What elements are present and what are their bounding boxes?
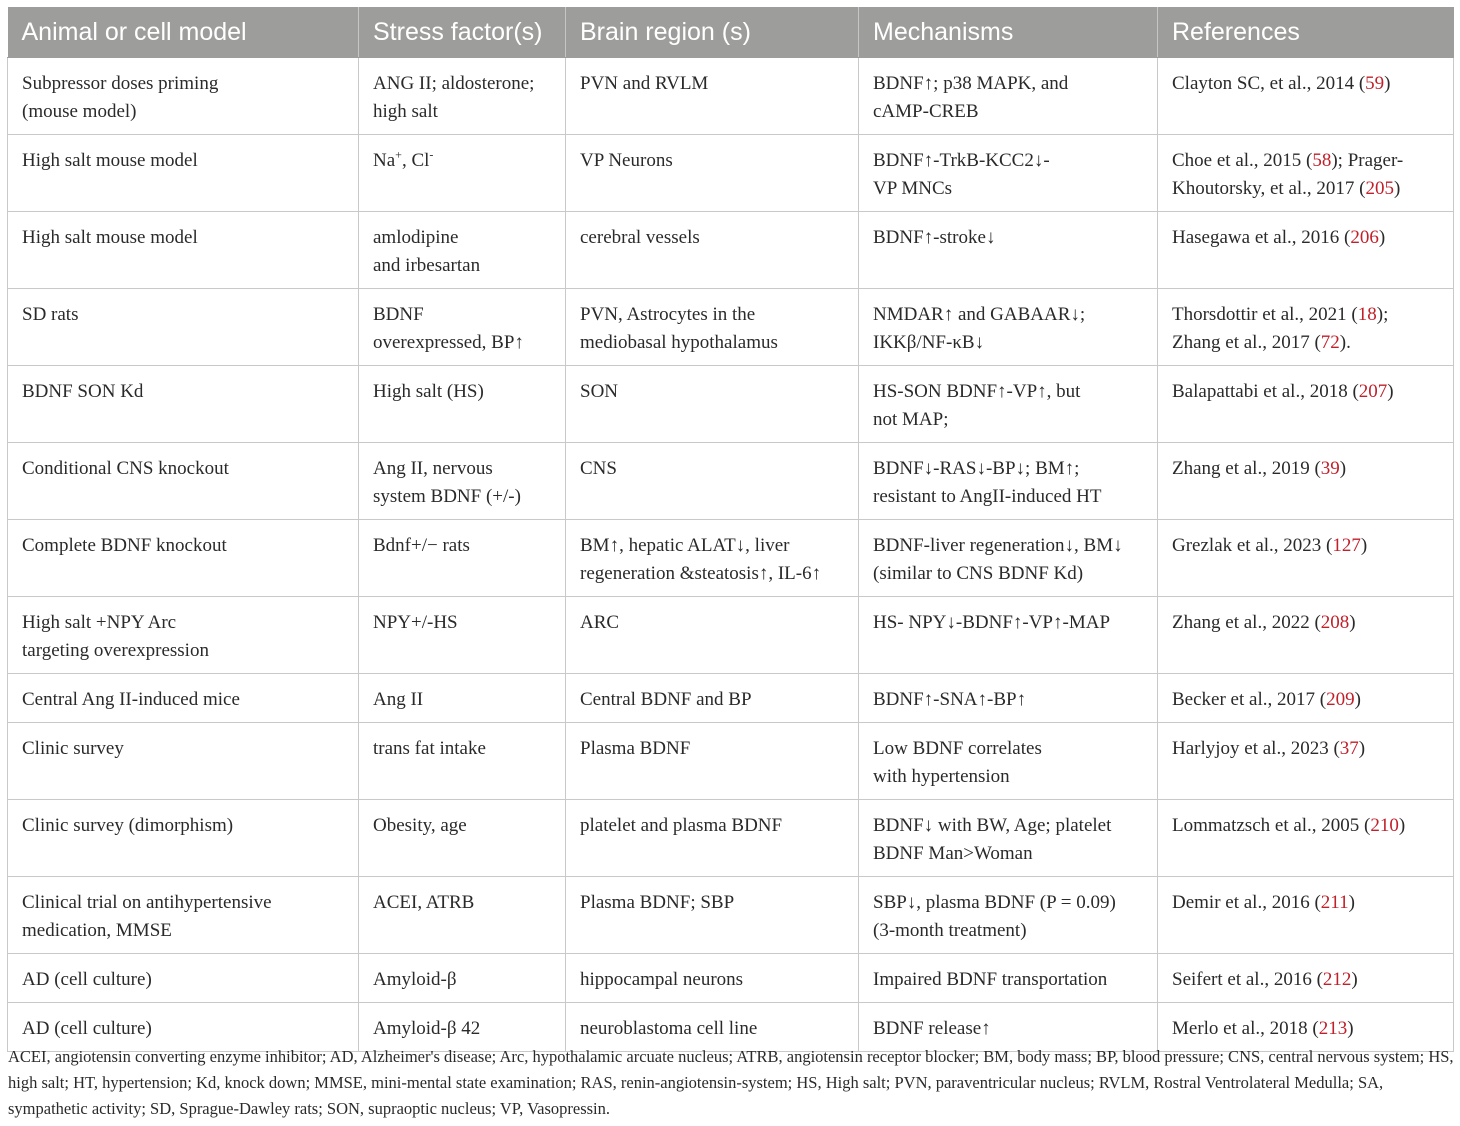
citation-link[interactable]: 212: [1322, 969, 1352, 990]
cell-model: High salt mouse model: [8, 212, 359, 289]
cell-region: SON: [566, 366, 859, 443]
cell-model: Clinical trial on antihypertensive medication, MMSE: [8, 877, 359, 954]
cell-model: High salt +NPY Arc targeting overexpression: [8, 597, 359, 674]
cell-region: hippocampal neurons: [566, 954, 859, 1003]
cell-model: AD (cell culture): [8, 1003, 359, 1052]
cell-stress: Obesity, age: [359, 800, 566, 877]
cell-stress: BDNF overexpressed, BP↑: [359, 289, 566, 366]
table-row: [8, 58, 1454, 135]
cell-region: CNS: [566, 443, 859, 520]
cell-reference: Hasegawa et al., 2016 (206): [1158, 212, 1454, 289]
header-row: [8, 7, 1454, 58]
cell-mechanisms: BDNF↑-TrkB-KCC2↓- VP MNCs: [859, 135, 1158, 212]
table-row: [8, 597, 1454, 674]
cell-mechanisms: NMDAR↑ and GABAAR↓; IKKβ/NF-κB↓: [859, 289, 1158, 366]
cell-reference: Zhang et al., 2022 (208): [1158, 597, 1454, 674]
data-table: [7, 7, 1454, 1052]
table-row: [8, 674, 1454, 723]
citation-link[interactable]: 209: [1326, 689, 1355, 710]
cell-region: Plasma BDNF; SBP: [566, 877, 859, 954]
cell-stress: Amyloid-β 42: [359, 1003, 566, 1052]
cell-reference: Balapattabi et al., 2018 (207): [1158, 366, 1454, 443]
table-row: [8, 954, 1454, 1003]
cell-stress: Na+, Cl-: [359, 135, 566, 212]
cell-region: Plasma BDNF: [566, 723, 859, 800]
cell-stress: ACEI, ATRB: [359, 877, 566, 954]
cell-reference: Merlo et al., 2018 (213): [1158, 1003, 1454, 1052]
cell-mechanisms: BDNF↑-stroke↓: [859, 212, 1158, 289]
cell-reference: Thorsdottir et al., 2021 (18); Zhang et al., 2017 (72).: [1158, 289, 1454, 366]
cell-reference: Grezlak et al., 2023 (127): [1158, 520, 1454, 597]
cell-mechanisms: BDNF↓ with BW, Age; platelet BDNF Man>Woman: [859, 800, 1158, 877]
cell-model: High salt mouse model: [8, 135, 359, 212]
cell-mechanisms: Impaired BDNF transportation: [859, 954, 1158, 1003]
cell-stress: ANG II; aldosterone; high salt: [359, 58, 566, 135]
cell-region: ARC: [566, 597, 859, 674]
citation-link[interactable]: 127: [1332, 535, 1361, 556]
header-model: Animal or cell model: [8, 7, 359, 58]
cell-stress: trans fat intake: [359, 723, 566, 800]
cell-reference: Harlyjoy et al., 2023 (37): [1158, 723, 1454, 800]
cell-reference: Clayton SC, et al., 2014 (59): [1158, 58, 1454, 135]
table-footnote: ACEI, angiotensin converting enzyme inhibitor; AD, Alzheimer's disease; Arc, hypothalamic arcuate nucleus; ATRB, angiotensin receptor blocker; BM, body mass; BP, blood pressure; CNS, central nervous system; HS, high salt; HT, hypertension; Kd, knock down; MMSE, mini-mental state examination; RAS, renin-angiotensin-system; HS, High salt; PVN, paraventricular nucleus; RVLM, Rostral Ventrolateral Medulla; SA, sympathetic activity; SD, Sprague-Dawley rats; SON, supraoptic nucleus; VP, Vasopressin.: [8, 1047, 1454, 1118]
citation-link[interactable]: 206: [1350, 227, 1379, 248]
cell-region: Central BDNF and BP: [566, 674, 859, 723]
table-row: [8, 443, 1454, 520]
cell-mechanisms: HS- NPY↓-BDNF↑-VP↑-MAP: [859, 597, 1158, 674]
cell-stress: Ang II, nervous system BDNF (+/-): [359, 443, 566, 520]
table-row: [8, 723, 1454, 800]
cell-stress: High salt (HS): [359, 366, 566, 443]
citation-link[interactable]: 211: [1320, 892, 1349, 913]
cell-mechanisms: BDNF↓-RAS↓-BP↓; BM↑; resistant to AngII-induced HT: [859, 443, 1158, 520]
cell-region: PVN and RVLM: [566, 58, 859, 135]
cell-stress: Bdnf+/− rats: [359, 520, 566, 597]
cell-mechanisms: Low BDNF correlates with hypertension: [859, 723, 1158, 800]
cell-reference: Choe et al., 2015 (58); Prager- Khoutorsky, et al., 2017 (205): [1158, 135, 1454, 212]
citation-link[interactable]: 210: [1370, 815, 1399, 836]
citation-link[interactable]: 213: [1318, 1018, 1348, 1039]
header-references: References: [1158, 7, 1454, 58]
header-stress: Stress factor(s): [359, 7, 566, 58]
citation-link[interactable]: 59: [1365, 73, 1385, 94]
cell-stress: Ang II: [359, 674, 566, 723]
cell-model: Complete BDNF knockout: [8, 520, 359, 597]
cell-mechanisms: BDNF-liver regeneration↓, BM↓ (similar to CNS BDNF Kd): [859, 520, 1158, 597]
cell-model: Clinic survey (dimorphism): [8, 800, 359, 877]
cell-model: Central Ang II-induced mice: [8, 674, 359, 723]
cell-reference: Demir et al., 2016 (211): [1158, 877, 1454, 954]
citation-link[interactable]: 72: [1320, 332, 1340, 353]
table-row: [8, 800, 1454, 877]
cell-model: Clinic survey: [8, 723, 359, 800]
cell-model: Conditional CNS knockout: [8, 443, 359, 520]
header-region: Brain region (s): [566, 7, 859, 58]
citation-link[interactable]: 205: [1365, 178, 1394, 199]
cell-model: BDNF SON Kd: [8, 366, 359, 443]
cell-model: Subpressor doses priming (mouse model): [8, 58, 359, 135]
cell-mechanisms: BDNF↑; p38 MAPK, and cAMP-CREB: [859, 58, 1158, 135]
table-container: [7, 7, 1453, 1052]
citation-link[interactable]: 39: [1320, 458, 1340, 479]
table-row: [8, 135, 1454, 212]
header-mechanisms: Mechanisms: [859, 7, 1158, 58]
cell-reference: Seifert et al., 2016 (212): [1158, 954, 1454, 1003]
cell-model: AD (cell culture): [8, 954, 359, 1003]
cell-reference: Zhang et al., 2019 (39): [1158, 443, 1454, 520]
citation-link[interactable]: 58: [1312, 150, 1332, 171]
cell-stress: NPY+/-HS: [359, 597, 566, 674]
cell-stress: Amyloid-β: [359, 954, 566, 1003]
cell-region: VP Neurons: [566, 135, 859, 212]
cell-mechanisms: SBP↓, plasma BDNF (P = 0.09) (3-month treatment): [859, 877, 1158, 954]
table-row: [8, 520, 1454, 597]
table-row: [8, 366, 1454, 443]
table-row: [8, 289, 1454, 366]
citation-link[interactable]: 37: [1339, 738, 1359, 759]
cell-mechanisms: HS-SON BDNF↑-VP↑, but not MAP;: [859, 366, 1158, 443]
cell-reference: Lommatzsch et al., 2005 (210): [1158, 800, 1454, 877]
citation-link[interactable]: 208: [1320, 612, 1350, 633]
cell-stress: amlodipine and irbesartan: [359, 212, 566, 289]
cell-model: SD rats: [8, 289, 359, 366]
citation-link[interactable]: 18: [1357, 304, 1377, 325]
cell-mechanisms: BDNF release↑: [859, 1003, 1158, 1052]
cell-region: neuroblastoma cell line: [566, 1003, 859, 1052]
cell-region: cerebral vessels: [566, 212, 859, 289]
cell-reference: Becker et al., 2017 (209): [1158, 674, 1454, 723]
cell-region: PVN, Astrocytes in the mediobasal hypothalamus: [566, 289, 859, 366]
citation-link[interactable]: 207: [1358, 381, 1388, 402]
table-row: [8, 877, 1454, 954]
cell-region: platelet and plasma BDNF: [566, 800, 859, 877]
table-row: [8, 212, 1454, 289]
cell-mechanisms: BDNF↑-SNA↑-BP↑: [859, 674, 1158, 723]
cell-region: BM↑, hepatic ALAT↓, liver regeneration &steatosis↑, IL-6↑: [566, 520, 859, 597]
